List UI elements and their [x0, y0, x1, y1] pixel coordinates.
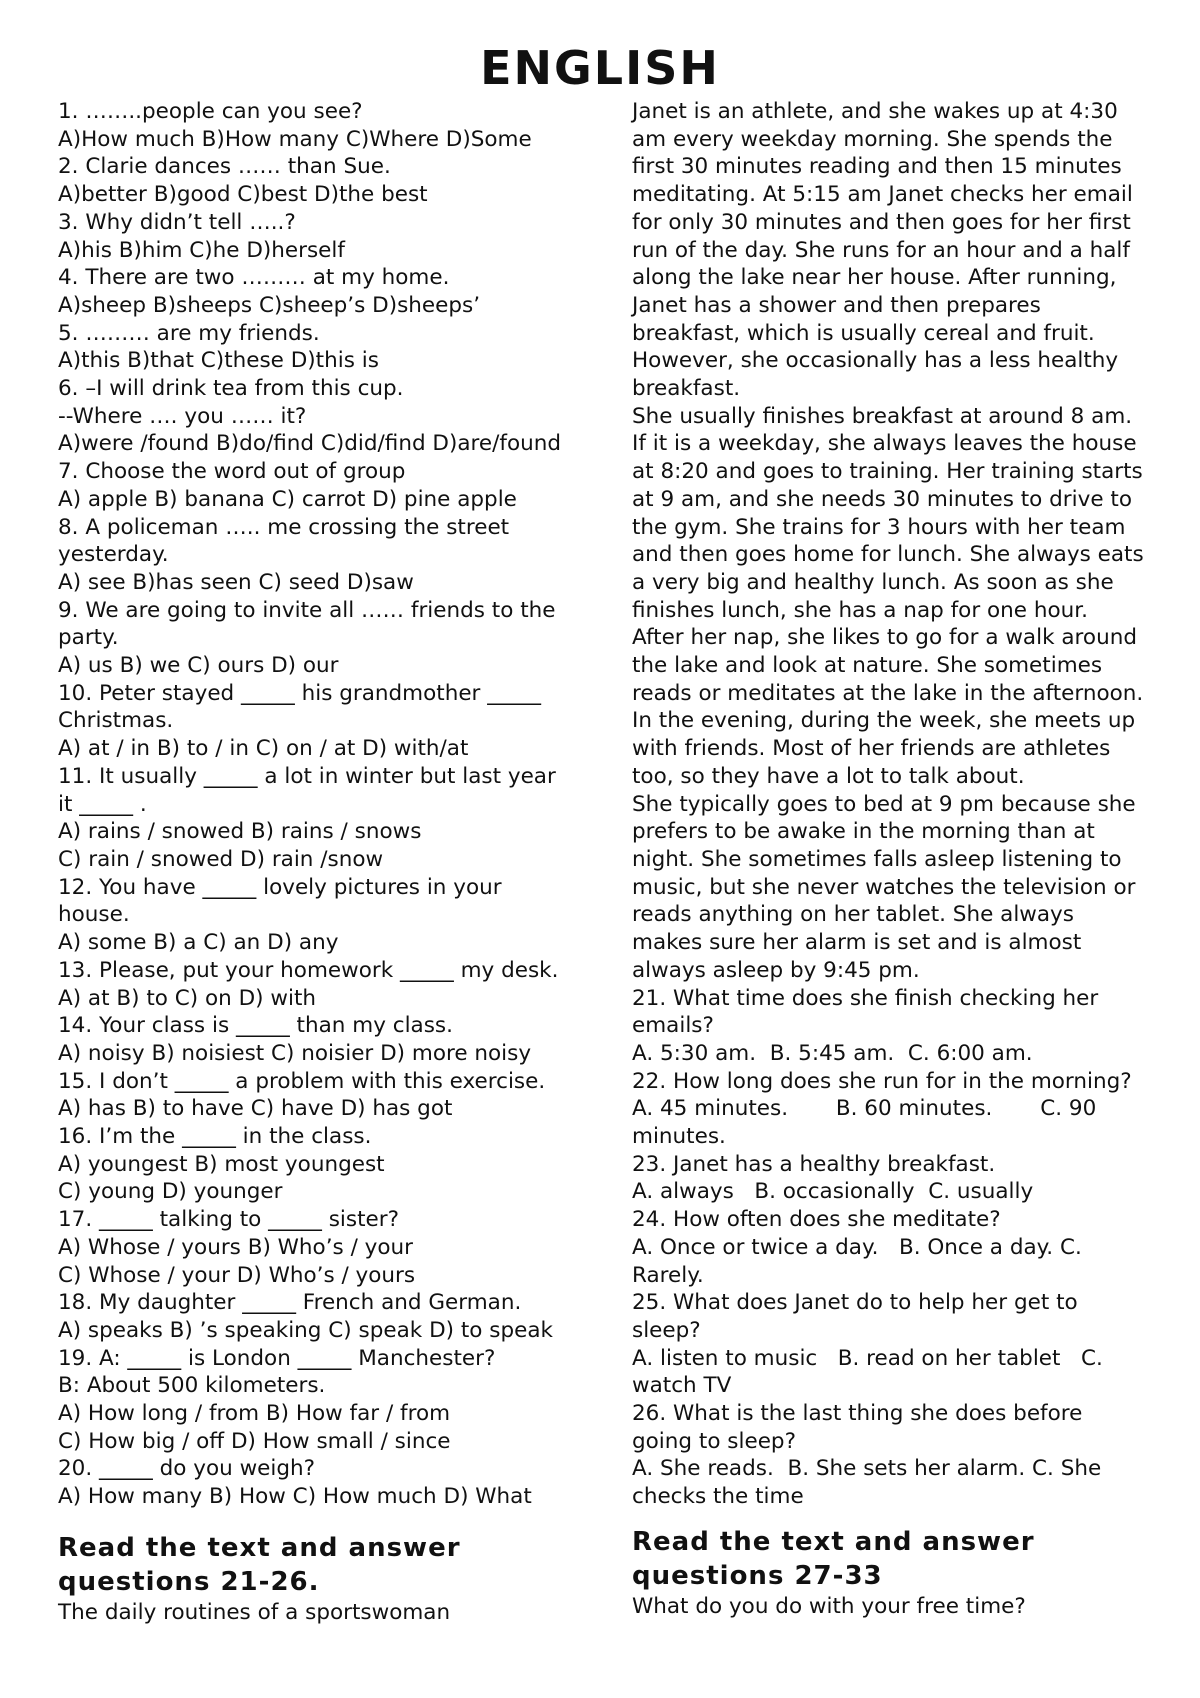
text-line: night. She sometimes falls asleep listening to [632, 846, 1122, 872]
text-line: A)this B)that C)these D)this is [58, 348, 379, 374]
text-line: 23. Janet has a healthy breakfast. [632, 1151, 996, 1177]
text-line: A) us B) we C) ours D) our [58, 653, 339, 679]
text-line: 16. I’m the _____ in the class. [58, 1124, 372, 1150]
text-line: a very big and healthy lunch. As soon as she [632, 569, 1114, 595]
text-line: 1. ……..people can you see? [58, 99, 363, 124]
text-line: 18. My daughter _____ French and German. [58, 1290, 522, 1316]
questions-1-20 [58, 98, 598, 1511]
text-line: She usually finishes breakfast at around 8 am. [632, 403, 1133, 429]
text-line: the gym. She trains for 3 hours with her team [632, 514, 1126, 540]
text-line: After her nap, she likes to go for a walk around [632, 625, 1137, 651]
text-line: minutes. [632, 1124, 726, 1150]
text-line: A) How many B) How C) How much D) What [58, 1484, 532, 1510]
text-line: Janet is an athlete, and she wakes up at 4:30 [632, 99, 1118, 124]
text-line: A)How much B)How many C)Where D)Some [58, 126, 532, 152]
text-line: B: About 500 kilometers. [58, 1373, 326, 1399]
text-line: finishes lunch, she has a nap for one hour. [632, 597, 1088, 623]
text-line: 25. What does Janet do to help her get to [632, 1290, 1078, 1316]
text-line: A) rains / snowed B) rains / snows [58, 819, 422, 845]
text-line: A)sheep B)sheeps C)sheep’s D)sheeps’ [58, 292, 481, 318]
text-line: reads or meditates at the lake in the afternoon. [632, 680, 1144, 706]
text-line: too, so they have a lot to talk about. [632, 763, 1025, 789]
text-line: Rarely. [632, 1262, 704, 1288]
text-line: Janet has a shower and then prepares [632, 292, 1041, 318]
text-line: A) some B) a C) an D) any [58, 930, 339, 956]
text-line: A) apple B) banana C) carrot D) pine apple [58, 486, 517, 512]
text-line: makes sure her alarm is set and is almost [632, 930, 1082, 956]
text-line: A) noisy B) noisiest C) noisier D) more noisy [58, 1040, 532, 1066]
text-line: music, but she never watches the television or [632, 874, 1136, 900]
text-line: house. [58, 902, 130, 928]
text-line: and then goes home for lunch. She always eats [632, 542, 1144, 568]
text-line: at 8:20 and goes to training. Her training starts [632, 459, 1143, 485]
text-line: the lake and look at nature. She sometimes [632, 653, 1103, 679]
text-line: If it is a weekday, she always leaves the house [632, 431, 1137, 457]
text-line: A) at / in B) to / in C) on / at D) with/at [58, 736, 469, 762]
text-line: A) at B) to C) on D) with [58, 985, 316, 1011]
text-line: always asleep by 9:45 pm. [632, 957, 920, 983]
text-line: 17. _____ talking to _____ sister? [58, 1207, 400, 1233]
text-line: 24. How often does she meditate? [632, 1207, 1001, 1233]
text-line: A. listen to music B. read on her tablet C. [632, 1345, 1103, 1371]
heading-line-2: questions 27-33 [632, 1560, 883, 1591]
text-line: watch TV [632, 1373, 732, 1399]
text-line: C) rain / snowed D) rain /snow [58, 846, 384, 872]
text-line: C) How big / off D) How small / since [58, 1428, 451, 1454]
text-line: A. She reads. B. She sets her alarm. C. She [632, 1456, 1102, 1482]
text-line: going to sleep? [632, 1428, 796, 1454]
text-line: 2. Clarie dances …… than Sue. [58, 154, 391, 180]
text-line: first 30 minutes reading and then 15 minutes [632, 154, 1122, 180]
text-line: A) see B)has seen C) seed D)saw [58, 569, 414, 595]
text-line: 15. I don’t _____ a problem with this exercise. [58, 1068, 546, 1094]
text-line: Christmas. [58, 708, 174, 734]
text-line: She typically goes to bed at 9 pm because she [632, 791, 1136, 817]
text-line: it _____ . [58, 791, 147, 817]
text-line: However, she occasionally has a less healthy [632, 348, 1119, 374]
text-line: A. always B. occasionally C. usually [632, 1179, 1034, 1205]
reading-passage-and-questions-21-26 [632, 98, 1172, 1511]
text-line: 9. We are going to invite all …… friends to the [58, 597, 556, 623]
text-line: A. Once or twice a day. B. Once a day. C. [632, 1234, 1082, 1260]
text-line: 12. You have _____ lovely pictures in your [58, 874, 502, 900]
section-heading-21-26 [58, 1531, 598, 1599]
text-line: C) young D) younger [58, 1179, 283, 1205]
text-line: A)his B)him C)he D)herself [58, 237, 345, 263]
text-line: for only 30 minutes and then goes for her first [632, 209, 1131, 235]
text-line: 8. A policeman ….. me crossing the street [58, 514, 510, 540]
text-line: 11. It usually _____ a lot in winter but last year [58, 763, 556, 789]
text-line: 6. –I will drink tea from this cup. [58, 376, 404, 402]
text-line: prefers to be awake in the morning than at [632, 819, 1095, 845]
reading-text-title: What do you do with your free time? [632, 1593, 1026, 1619]
text-line: breakfast, which is usually cereal and fruit. [632, 320, 1095, 346]
text-line: 4. There are two ……… at my home. [58, 265, 450, 291]
text-line: 14. Your class is _____ than my class. [58, 1013, 453, 1039]
text-line: 3. Why didn’t tell …..? [58, 209, 296, 235]
text-line: at 9 am, and she needs 30 minutes to drive to [632, 486, 1132, 512]
text-line: checks the time [632, 1484, 804, 1510]
right-column [632, 98, 1172, 1621]
section-heading-27-33 [632, 1525, 1172, 1593]
text-line: along the lake near her house. After running, [632, 265, 1117, 291]
left-column [58, 98, 598, 1627]
text-line: 26. What is the last thing she does before [632, 1401, 1083, 1427]
text-line: am every weekday morning. She spends the [632, 126, 1113, 152]
text-line: 19. A: _____ is London _____ Manchester? [58, 1345, 496, 1371]
text-line: 10. Peter stayed _____ his grandmother _____ [58, 680, 541, 706]
text-line: breakfast. [632, 376, 741, 402]
text-line: 7. Choose the word out of group [58, 459, 406, 485]
text-line: meditating. At 5:15 am Janet checks her email [632, 182, 1133, 208]
text-line: 13. Please, put your homework _____ my desk. [58, 957, 559, 983]
text-line: 5. ……… are my friends. [58, 320, 320, 346]
text-line: sleep? [632, 1317, 701, 1343]
text-line: A. 5:30 am. B. 5:45 am. C. 6:00 am. [632, 1040, 1033, 1066]
text-line: A)better B)good C)best D)the best [58, 182, 428, 208]
text-line: In the evening, during the week, she meets up [632, 708, 1136, 734]
text-line: run of the day. She runs for an hour and a half [632, 237, 1130, 263]
text-line: A) speaks B) ’s speaking C) speak D) to speak [58, 1317, 553, 1343]
heading-line-1: Read the text and answer [58, 1532, 461, 1563]
text-line: reads anything on her tablet. She always [632, 902, 1074, 928]
text-line: party. [58, 625, 119, 651]
text-line: A)were /found B)do/find C)did/find D)are/found [58, 431, 562, 457]
text-line: A) How long / from B) How far / from [58, 1401, 451, 1427]
reading-text-title: The daily routines of a sportswoman [58, 1599, 451, 1625]
text-line: yesterday. [58, 542, 169, 568]
text-line: emails? [632, 1013, 714, 1039]
text-line: 20. _____ do you weigh? [58, 1456, 316, 1482]
text-line: A) has B) to have C) have D) has got [58, 1096, 453, 1122]
text-line: C) Whose / your D) Who’s / yours [58, 1262, 416, 1288]
heading-line-2: questions 21-26. [58, 1566, 320, 1597]
text-line: A) youngest B) most youngest [58, 1151, 385, 1177]
text-line: 21. What time does she finish checking her [632, 985, 1099, 1011]
heading-line-1: Read the text and answer [632, 1526, 1035, 1557]
page-title: ENGLISH [480, 41, 720, 95]
text-line: with friends. Most of her friends are athletes [632, 736, 1111, 762]
text-line: A. 45 minutes. B. 60 minutes. C. 90 [632, 1096, 1097, 1122]
text-line: --Where …. you …… it? [58, 403, 307, 429]
text-line: 22. How long does she run for in the morning? [632, 1068, 1132, 1094]
text-line: A) Whose / yours B) Who’s / your [58, 1234, 413, 1260]
